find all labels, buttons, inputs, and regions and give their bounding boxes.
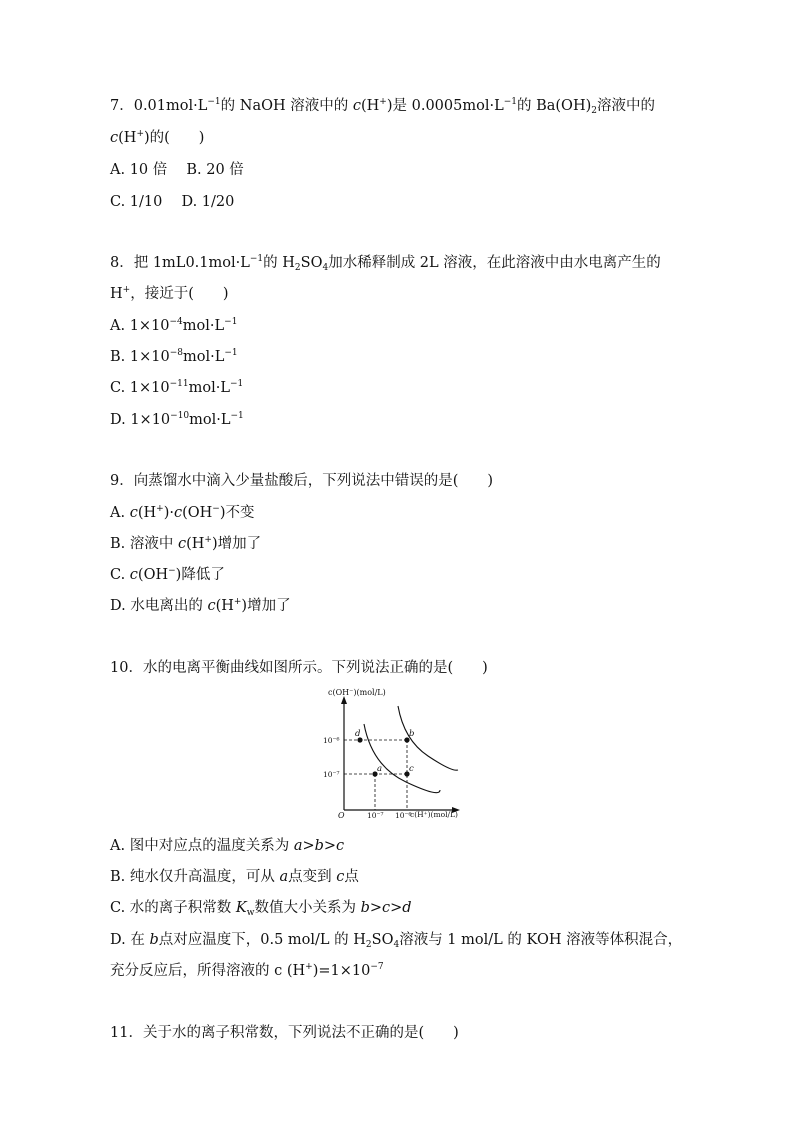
x-tick-hi: 10⁻⁶ [395,811,412,820]
q11-stem: 11．关于水的离子积常数，下列说法不正确的是( ) [110,1025,459,1041]
y-tick-lo: 10⁻⁷ [323,770,340,779]
label-d: d [355,729,361,739]
q8-stem-line2: H+，接近于( ) [110,285,229,302]
q7-options-ab: A. 10 倍 B. 20 倍 [110,162,244,178]
q7-options-cd: C. 1/10 D. 1/20 [110,194,235,210]
q8-stem-line1: 8．把 $1mL0.1mol\cdot L^{-1}$的 $H_2SO_4$加水稀释制成 2L 溶液，在此溶液中由水电离产生的 [110,254,661,273]
q8-option-d: D. $1\times 10^{-10}mol\cdot L^{-1}$ [110,411,244,428]
isotherm-curve-inner [364,724,440,793]
water-ionization-figure [318,686,478,822]
q10-option-d-line1: D. 在 b点对应温度下，0.5 mol/L 的 $H_2SO_4$溶液与 1 mol/L 的 KOH 溶液等体积混合， [110,932,683,950]
y-axis-arrow [341,696,347,704]
q8-option-b: B. $1\times 10^{-8}mol\cdot L^{-1}$ [110,348,238,365]
q10-option-a: A. 图中对应点的温度关系为 a>b>c [110,838,345,854]
q9-option-d: D. 水电离出的 c(H+)增加了 [110,597,291,614]
q9-option-b: B. 溶液中 c(H+)增加了 [110,535,262,552]
q9-option-a: A. c(H+)·c(OH−)不变 [110,504,255,521]
q8-option-a: A. $1\times 10^{-4}mol\cdot L^{-1}$ [110,317,238,334]
origin-label: O [338,811,345,820]
label-a: a [377,764,383,774]
q8-option-c: C. $1\times 10^{-11}mol\cdot L^{-1}$ [110,379,244,396]
q9-stem: 9．向蒸馏水中滴入少量盐酸后，下列说法中错误的是( ) [110,473,494,489]
y-tick-hi: 10⁻⁶ [323,736,340,745]
x-axis-label: c(H⁺)(mol/L) [410,810,458,819]
y-axis-label: c(OH⁻)(mol/L) [328,688,386,697]
q10-option-c: C. 水的离子积常数 $K_w$数值大小关系为 b>c>d [110,900,412,918]
q10-option-b: B. 纯水仅升高温度，可从 a点变到 c点 [110,869,359,885]
q7-stem-line1: 7．$0.01mol\cdot L^{-1}$的 NaOH 溶液中的 c(H+)是 $0.0005mol\cdot L^{-1}$的 $Ba(OH)_2$溶液中的 [110,97,655,116]
q9-option-c: C. c(OH−)降低了 [110,566,225,583]
q10-stem: 10．水的电离平衡曲线如图所示。下列说法正确的是( ) [110,660,488,676]
q10-option-d-line2: 充分反应后，所得溶液的 c $(H^+)=1\times 10^{-7}$ [110,962,384,979]
label-b: b [409,729,415,739]
x-tick-lo: 10⁻⁷ [367,811,384,820]
q7-stem-line2: c(H+)的( ) [110,129,205,146]
label-c: c [409,764,414,774]
